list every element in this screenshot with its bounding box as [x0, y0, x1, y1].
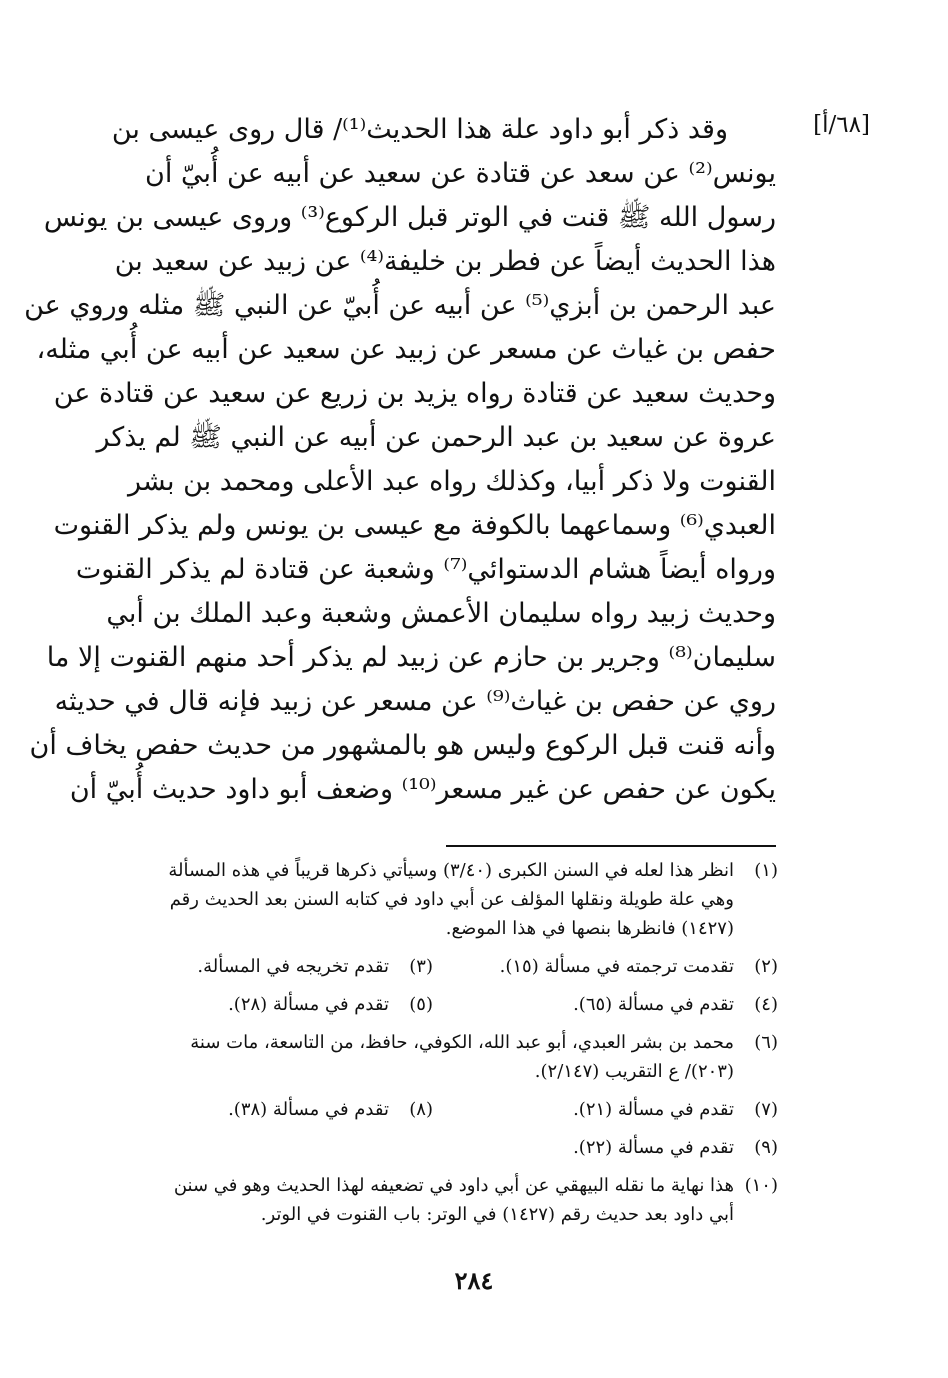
- footnote-text: [88, 856, 734, 943]
- text-line: وحديث سعيد عن قتادة رواه يزيد بن زريع عن سعيد عن قتادة عن: [53, 378, 776, 409]
- footnote-line: انظر هذا لعله في السنن الكبرى (٣/٤٠) وسيأتي ذكرها قريباً في هذه المسألة: [168, 860, 734, 881]
- footnote-text: [88, 1171, 734, 1229]
- footnote-number: (١): [754, 860, 778, 881]
- footnote-text: تقدم تخريجه في المسألة.: [197, 956, 389, 977]
- footnote-text: تقدم في مسألة (٣٨).: [228, 1099, 389, 1120]
- main-text-body: [24, 108, 776, 812]
- footnote-text: تقدمت ترجمته في مسألة (١٥).: [499, 956, 734, 977]
- footnote-text: تقدم في مسألة (٢٢).: [573, 1137, 734, 1158]
- footnote-4: [433, 990, 778, 1019]
- footnote-row: [88, 1095, 778, 1124]
- footnote-3: [88, 952, 433, 981]
- text-line: هذا الحديث أيضاً عن فطر بن خليفة⁽⁴⁾ عن زبيد عن سعيد بن: [114, 246, 776, 277]
- text-line: روي عن حفص بن غياث⁽⁹⁾ عن مسعر عن زبيد فإنه قال في حديثه: [54, 686, 776, 717]
- footnote-line: أبي داود بعد حديث رقم (١٤٢٧) في الوتر: باب القنوت في الوتر.: [260, 1204, 734, 1225]
- text-line: يكون عن حفص عن غير مسعر⁽¹⁰⁾ وضعف أبو داود حديث أُبيّ أن: [69, 774, 776, 805]
- footnote-7: [433, 1095, 778, 1124]
- footnote-text: تقدم في مسألة (٢١).: [573, 1099, 734, 1120]
- footnote-number: (٨): [409, 1099, 433, 1120]
- footnote-1: [88, 856, 778, 943]
- footnote-text: تقدم في مسألة (٦٥).: [573, 994, 734, 1015]
- footnote-divider: [446, 845, 776, 847]
- page-number: ٢٨٤: [454, 1266, 494, 1295]
- footnote-line: هذا نهاية ما نقله البيهقي عن أبي داود في تضعيفه لهذا الحديث وهو في سنن: [173, 1175, 734, 1196]
- footnote-number: (٥): [409, 994, 433, 1015]
- footnote-row: [88, 990, 778, 1019]
- footnote-number: (٧): [754, 1099, 778, 1120]
- text-line: حفص بن غياث عن مسعر عن زبيد عن سعيد عن أبيه عن أُبي مثله،: [36, 334, 776, 365]
- text-line: وحديث زبيد رواه سليمان الأعمش وشعبة وعبد الملك بن أبي: [106, 598, 776, 629]
- manuscript-folio-reference: [٦٨/أ]: [813, 112, 870, 138]
- footnote-text: تقدم في مسألة (٢٨).: [228, 994, 389, 1015]
- text-line: ورواه أيضاً هشام الدستوائي⁽⁷⁾ وشعبة عن قتادة لم يذكر القنوت: [75, 554, 776, 585]
- footnote-6: [88, 1028, 778, 1086]
- footnote-9: [88, 1133, 778, 1162]
- footnote-number: (٦): [754, 1032, 778, 1053]
- footnote-number: (٩): [754, 1137, 778, 1158]
- footnote-number: (٣): [409, 956, 433, 977]
- text-line: يونس⁽²⁾ عن سعد عن قتادة عن سعيد عن أبيه عن أُبيّ أن: [145, 158, 776, 189]
- text-line: وقد ذكر أبو داود علة هذا الحديث⁽¹⁾/ قال روى عيسى بن: [111, 114, 728, 145]
- footnote-5: [88, 990, 433, 1019]
- footnote-2: [433, 952, 778, 981]
- text-line: وأنه قنت قبل الركوع وليس هو بالمشهور من حديث حفص يخاف أن: [29, 730, 776, 761]
- footnote-number: (٢): [754, 956, 778, 977]
- text-line: القنوت ولا ذكر أبيا، وكذلك رواه عبد الأعلى ومحمد بن بشر: [128, 466, 776, 497]
- footnote-line: وهي علة طويلة ونقلها المؤلف عن أبي داود في كتابه السنن بعد الحديث رقم: [169, 889, 734, 910]
- footnote-line: (١٤٢٧) فانظرها بنصها في هذا الموضع.: [445, 918, 734, 939]
- footnote-8: [88, 1095, 433, 1124]
- footnotes-section: [88, 856, 778, 1238]
- footnote-row: [88, 952, 778, 981]
- text-line: عبد الرحمن بن أبزي⁽⁵⁾ عن أبيه عن أُبيّ عن النبي ﷺ مثله وروي عن: [24, 290, 776, 321]
- footnote-number: (١٠): [744, 1175, 778, 1196]
- text-line: العبدي⁽⁶⁾ وسماعهما بالكوفة مع عيسى بن يونس ولم يذكر القنوت: [53, 510, 776, 541]
- footnote-text: [88, 1028, 734, 1086]
- footnote-10: [88, 1171, 778, 1229]
- footnote-line: محمد بن بشر العبدي، أبو عبد الله، الكوفي، حافظ، من التاسعة، مات سنة: [190, 1032, 734, 1053]
- text-line: عروة عن سعيد بن عبد الرحمن عن أبيه عن النبي ﷺ لم يذكر: [96, 422, 776, 453]
- text-line: سليمان⁽⁸⁾ وجرير بن حازم عن زبيد لم يذكر أحد منهم القنوت إلا ما: [46, 642, 776, 673]
- footnote-number: (٤): [754, 994, 778, 1015]
- text-line: رسول الله ﷺ قنت في الوتر قبل الركوع⁽³⁾ وروى عيسى بن يونس: [43, 202, 776, 233]
- footnote-line: (٢٠٣)/ ع التقريب (٢/١٤٧).: [534, 1061, 734, 1082]
